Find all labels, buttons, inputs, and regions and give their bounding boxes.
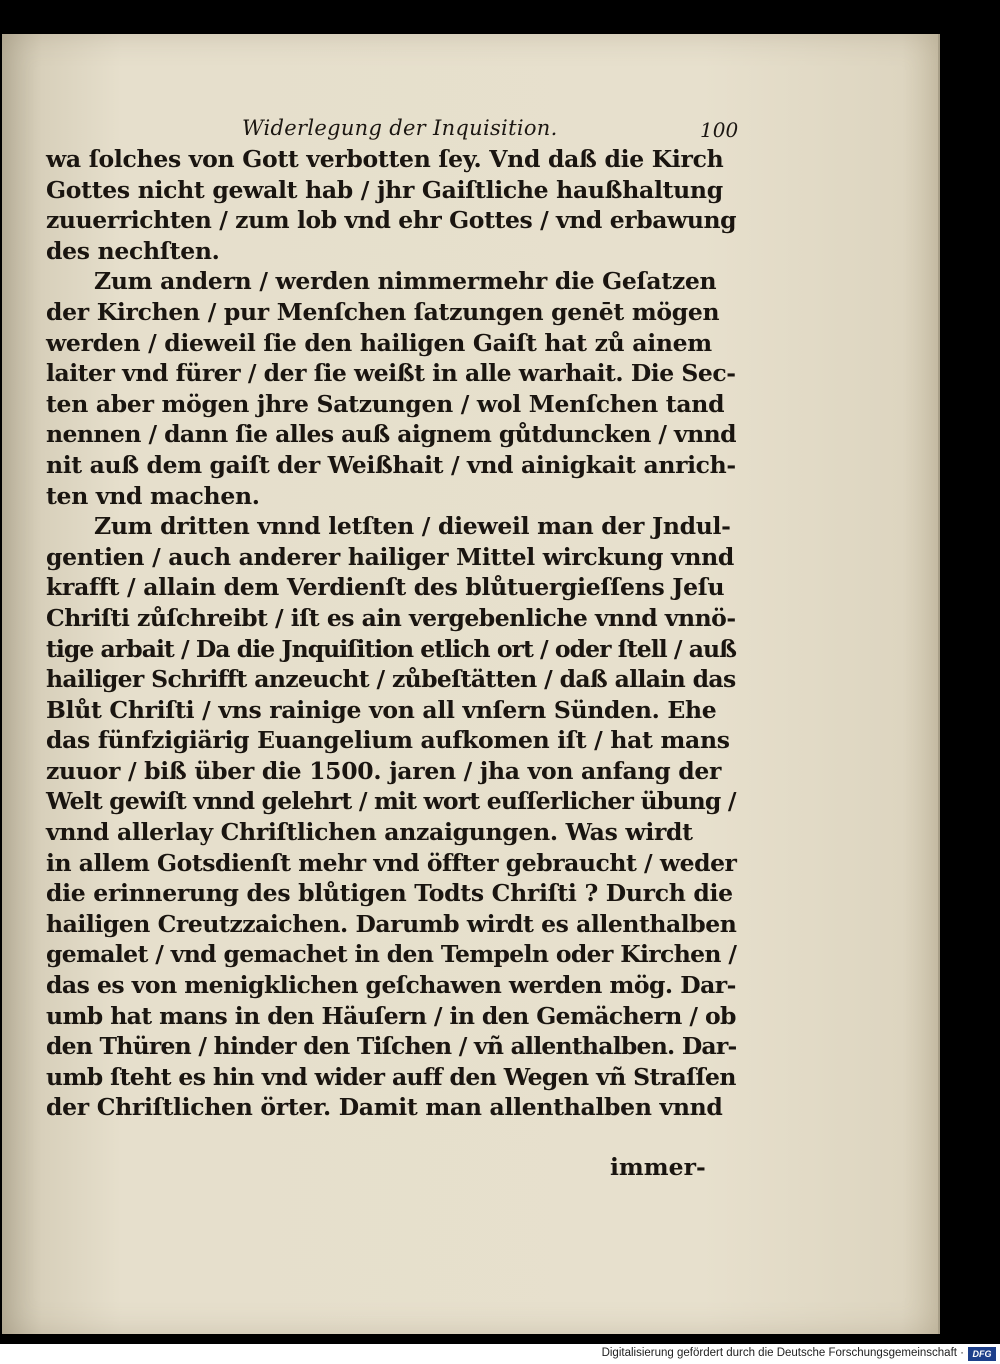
text-line: das es von menigklichen geſchawen werden mög. Dar-	[46, 971, 736, 1000]
funding-credit: Digitalisierung gefördert durch die Deutsche Forschungsgemeinschaft ·	[601, 1347, 964, 1359]
text-line: vnnd allerlay Chriſtlichen anzaigungen. Was wirdt	[46, 818, 693, 847]
text-line: gemalet / vnd gemachet in den Tempeln oder Kirchen /	[46, 940, 737, 969]
text-line: tige arbait / Da die Jnquiſition etlich ort / oder ſtell / auß	[46, 634, 737, 663]
text-line: ten vnd machen.	[46, 481, 260, 510]
text-line: Zum andern / werden nimmermehr die Geſatzen	[94, 267, 717, 296]
text-line: den Thüren / hinder den Tiſchen / vñ allenthalben. Dar-	[46, 1032, 737, 1061]
text-line: Gottes nicht gewalt hab / jhr Gaiſtliche haußhaltung	[46, 175, 723, 204]
text-line: der Kirchen / pur Menſchen ſatzungen genēt mögen	[46, 297, 720, 326]
text-line: in allem Gotsdienſt mehr vnd öffter gebraucht / weder	[46, 848, 737, 877]
text-line: hailiger Schrifft anzeucht / zůbeſtätten / daß allain das	[46, 665, 736, 694]
text-line: umb hat mans in den Häuſern / in den Gemächern / ob	[46, 1001, 736, 1030]
text-line: Zum dritten vnnd letſten / dieweil man der Jndul-	[94, 512, 731, 541]
text-line: nit auß dem gaiſt der Weißhait / vnd ainigkait anrich-	[46, 450, 736, 479]
text-line: zuuerrichten / zum lob vnd ehr Gottes / vnd erbawung	[46, 206, 737, 235]
text-line: ten aber mögen jhre Satzungen / wol Menſchen tand	[46, 389, 725, 418]
text-line: nennen / dann ſie alles auß aignem gůtduncken / vnnd	[46, 420, 737, 449]
running-title: Widerlegung der Inquisition.	[242, 116, 558, 140]
text-line: umb ſteht es hin vnd wider auff den Wegen vñ Straſſen	[46, 1062, 736, 1091]
text-line: des nechſten.	[46, 236, 220, 265]
text-line: zuuor / biß über die 1500. jaren / jha von anfang der	[46, 756, 722, 785]
text-line: Chriſti zůſchreibt / iſt es ain vergebenliche vnnd vnnö-	[46, 603, 736, 632]
text-line: krafft / allain dem Verdienſt des blůtuergieſſens Jeſu	[46, 573, 725, 602]
running-head	[2, 116, 938, 146]
dfg-logo: DFG	[968, 1347, 996, 1361]
page-number: 100	[700, 118, 739, 142]
text-line: gentien / auch anderer hailiger Mittel wirckung vnnd	[46, 542, 735, 571]
text-line: laiter vnd fürer / der ſie weißt in alle warhait. Die Sec-	[46, 359, 736, 388]
footer-bar	[0, 1344, 1000, 1364]
text-line: Blůt Chriſti / vns rainige von all vnſern Sünden. Ehe	[46, 695, 717, 724]
text-line: der Chriſtlichen örter. Damit man allenthalben vnnd	[46, 1093, 723, 1122]
text-line: das fünfzigiärig Euangelium aufkomen iſt / hat mans	[46, 726, 730, 755]
text-line: hailigen Creutzzaichen. Darumb wirdt es allenthalben	[46, 909, 737, 938]
text-line: die erinnerung des blůtigen Todts Chriſti ? Durch die	[46, 879, 733, 908]
text-line: werden / dieweil ſie den hailigen Gaiſt hat zů ainem	[46, 328, 712, 357]
text-line: Welt gewiſt vnnd gelehrt / mit wort euſſerlicher übung /	[46, 787, 736, 816]
book-page	[2, 34, 940, 1334]
catchword: immer-	[610, 1153, 706, 1181]
body-text	[46, 144, 736, 1123]
text-line: wa ſolches von Gott verbotten ſey. Vnd daß die Kirch	[46, 145, 724, 173]
